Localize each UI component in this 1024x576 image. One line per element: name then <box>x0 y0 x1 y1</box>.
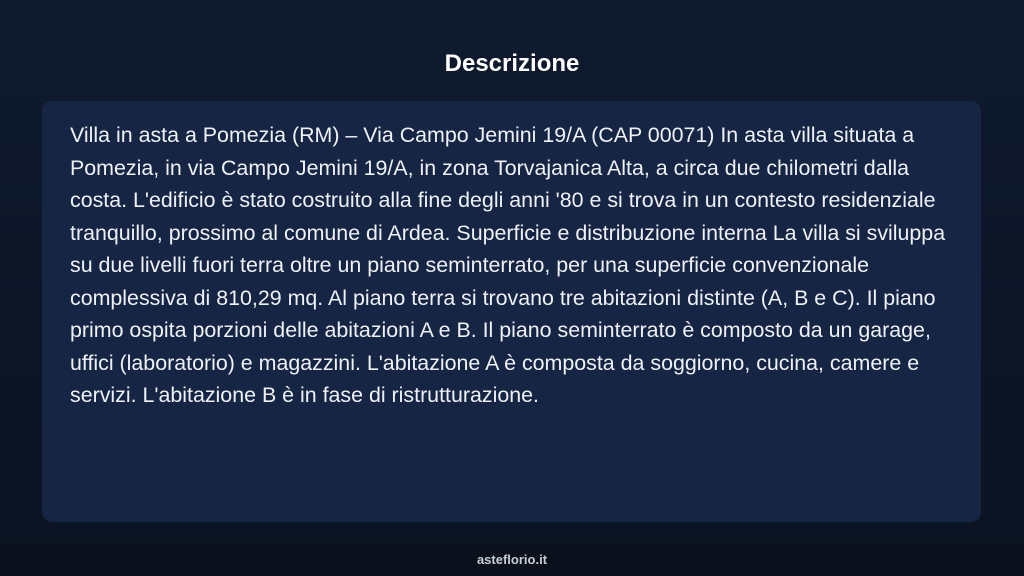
description-card <box>42 101 981 522</box>
description-text: Villa in asta a Pomezia (RM) – Via Campo Jemini 19/A (CAP 00071) In asta villa situata a Pomezia, in via Campo Jemini 19/A, in zona Torvajanica Alta, a circa due chilometri dalla costa. L'edificio è stato costruito alla fine degli anni '80 e si trova in un contesto residenziale tranquillo, prossimo al comune di Ardea. Superficie e distribuzione interna La villa si sviluppa su due livelli fuori terra oltre un piano seminterrato, per una superficie convenzionale complessiva di 810,29 mq. Al piano terra si trovano tre abitazioni distinte (A, B e C). Il piano primo ospita porzioni delle abitazioni A e B. Il piano seminterrato è composto da un garage, uffici (laboratorio) e magazzini. L'abitazione A è composta da soggiorno, cucina, camere e servizi. L'abitazione B è in fase di ristrutturazione. <box>70 123 946 407</box>
page-title: Descrizione <box>444 50 580 77</box>
footer-bar <box>0 543 1024 576</box>
footer-site-label: asteflorio.it <box>476 552 548 567</box>
